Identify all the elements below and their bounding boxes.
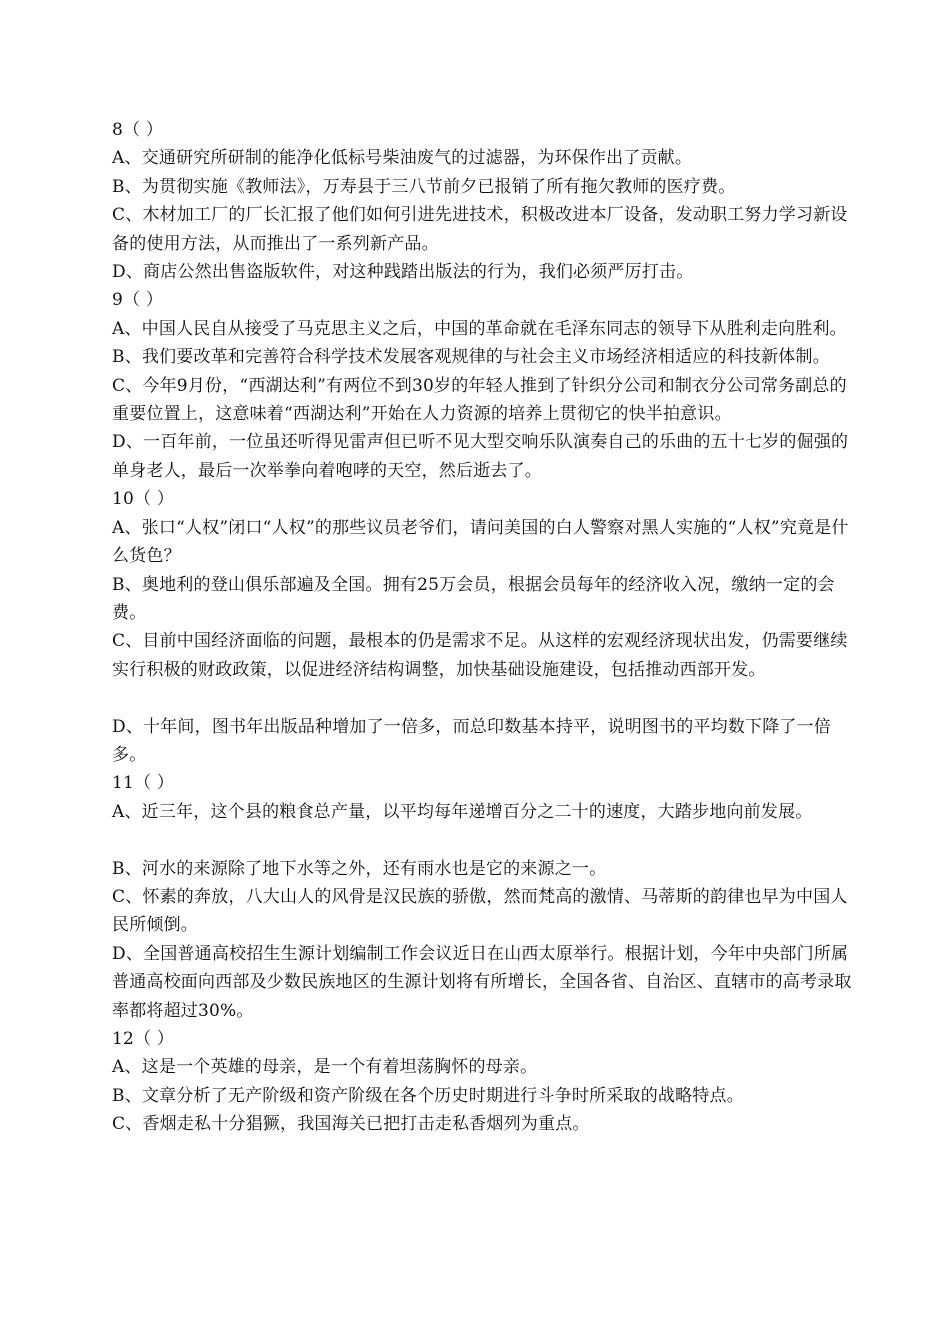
option-a: A、交通研究所研制的能净化低标号柴油废气的过滤器，为环保作出了贡献。	[112, 148, 693, 169]
question-list	[104, 116, 862, 1139]
option-d: D、全国普通高校招生生源计划编制工作会议近日在山西太原举行。根据计划，今年中央部门所属普通高校面向西部及少数民族地区的生源计划将有所增长，全国各省、自治区、直辖市的高考录取率都将超过30%。	[112, 943, 852, 1021]
option-a: A、中国人民自从接受了马克思主义之后，中国的革命就在毛泽东同志的领导下从胜利走向胜利。	[112, 318, 847, 339]
option-b: B、为贯彻实施《教师法》，万寿县于三八节前夕已报销了所有拖欠教师的医疗费。	[112, 176, 736, 197]
question-number: 11（ ）	[112, 773, 175, 794]
option-c: C、今年9月份，“西湖达利”有两位不到30岁的年轻人推到了针织分公司和制衣分公司常务副总的重要位置上，这意味着“西湖达利”开始在人力资源的培养上贯彻它的快半拍意识。	[112, 375, 847, 425]
option-c: C、木材加工厂的厂长汇报了他们如何引进先进技术，积极改进本厂设备，发动职工努力学习新设备的使用方法，从而推出了一系列新产品。	[112, 205, 848, 254]
option-b: B、文章分析了无产阶级和资产阶级在各个历史时期进行斗争时所采取的战略特点。	[112, 1085, 744, 1106]
option-b: B、奥地利的登山俱乐部遍及全国。拥有25万会员，根据会员每年的经济收入况，缴纳一定的会费。	[112, 574, 835, 623]
option-d: D、十年间，图书年出版品种增加了一倍多，而总印数基本持平，说明图书的平均数下降了一倍多。	[112, 716, 832, 765]
question-number: 8（ ）	[112, 120, 164, 140]
blank-line	[104, 826, 862, 854]
option-b: B、我们要改革和完善符合科学技术发展客观规律的与社会主义市场经济相适应的科技新体制。	[112, 347, 830, 368]
option-d: D、商店公然出售盗版软件，对这种践踏出版法的行为，我们必须严厉打击。	[112, 262, 694, 283]
option-c: C、香烟走私十分猖獗，我国海关已把打击走私香烟列为重点。	[112, 1114, 590, 1135]
option-c: C、怀素的奔放，八大山人的风骨是汉民族的骄傲，然而梵高的激情、马蒂斯的韵律也早为中国人民所倾倒。	[112, 886, 848, 936]
option-c: C、目前中国经济面临的问题，最根本的仍是需求不足。从这样的宏观经济现状出发，仍需要继续实行积极的财政政策，以促进经济结构调整，加快基础设施建设，包括推动西部开发。	[112, 631, 848, 680]
option-a: A、张口“人权”闭口“人权”的那些议员老爷们，请问美国的白人警察对黑人实施的“人权”究竟是什么货色？	[112, 517, 849, 567]
option-d: D、一百年前，一位虽还听得见雷声但已听不见大型交响乐队演奏自己的乐曲的五十七岁的倔强的单身老人，最后一次举拳向着咆哮的天空，然后逝去了。	[112, 432, 849, 481]
question-number: 12（ ）	[112, 1028, 175, 1049]
option-b: B、河水的来源除了地下水等之外，还有雨水也是它的来源之一。	[112, 858, 607, 879]
question-number: 9（ ）	[112, 290, 164, 311]
option-a: A、这是一个英雄的母亲，是一个有着坦荡胸怀的母亲。	[112, 1057, 538, 1078]
option-a: A、近三年，这个县的粮食总产量，以平均每年递增百分之二十的速度，大踏步地向前发展。	[112, 801, 813, 822]
question-number: 10（ ）	[112, 489, 175, 510]
blank-line	[104, 684, 862, 712]
